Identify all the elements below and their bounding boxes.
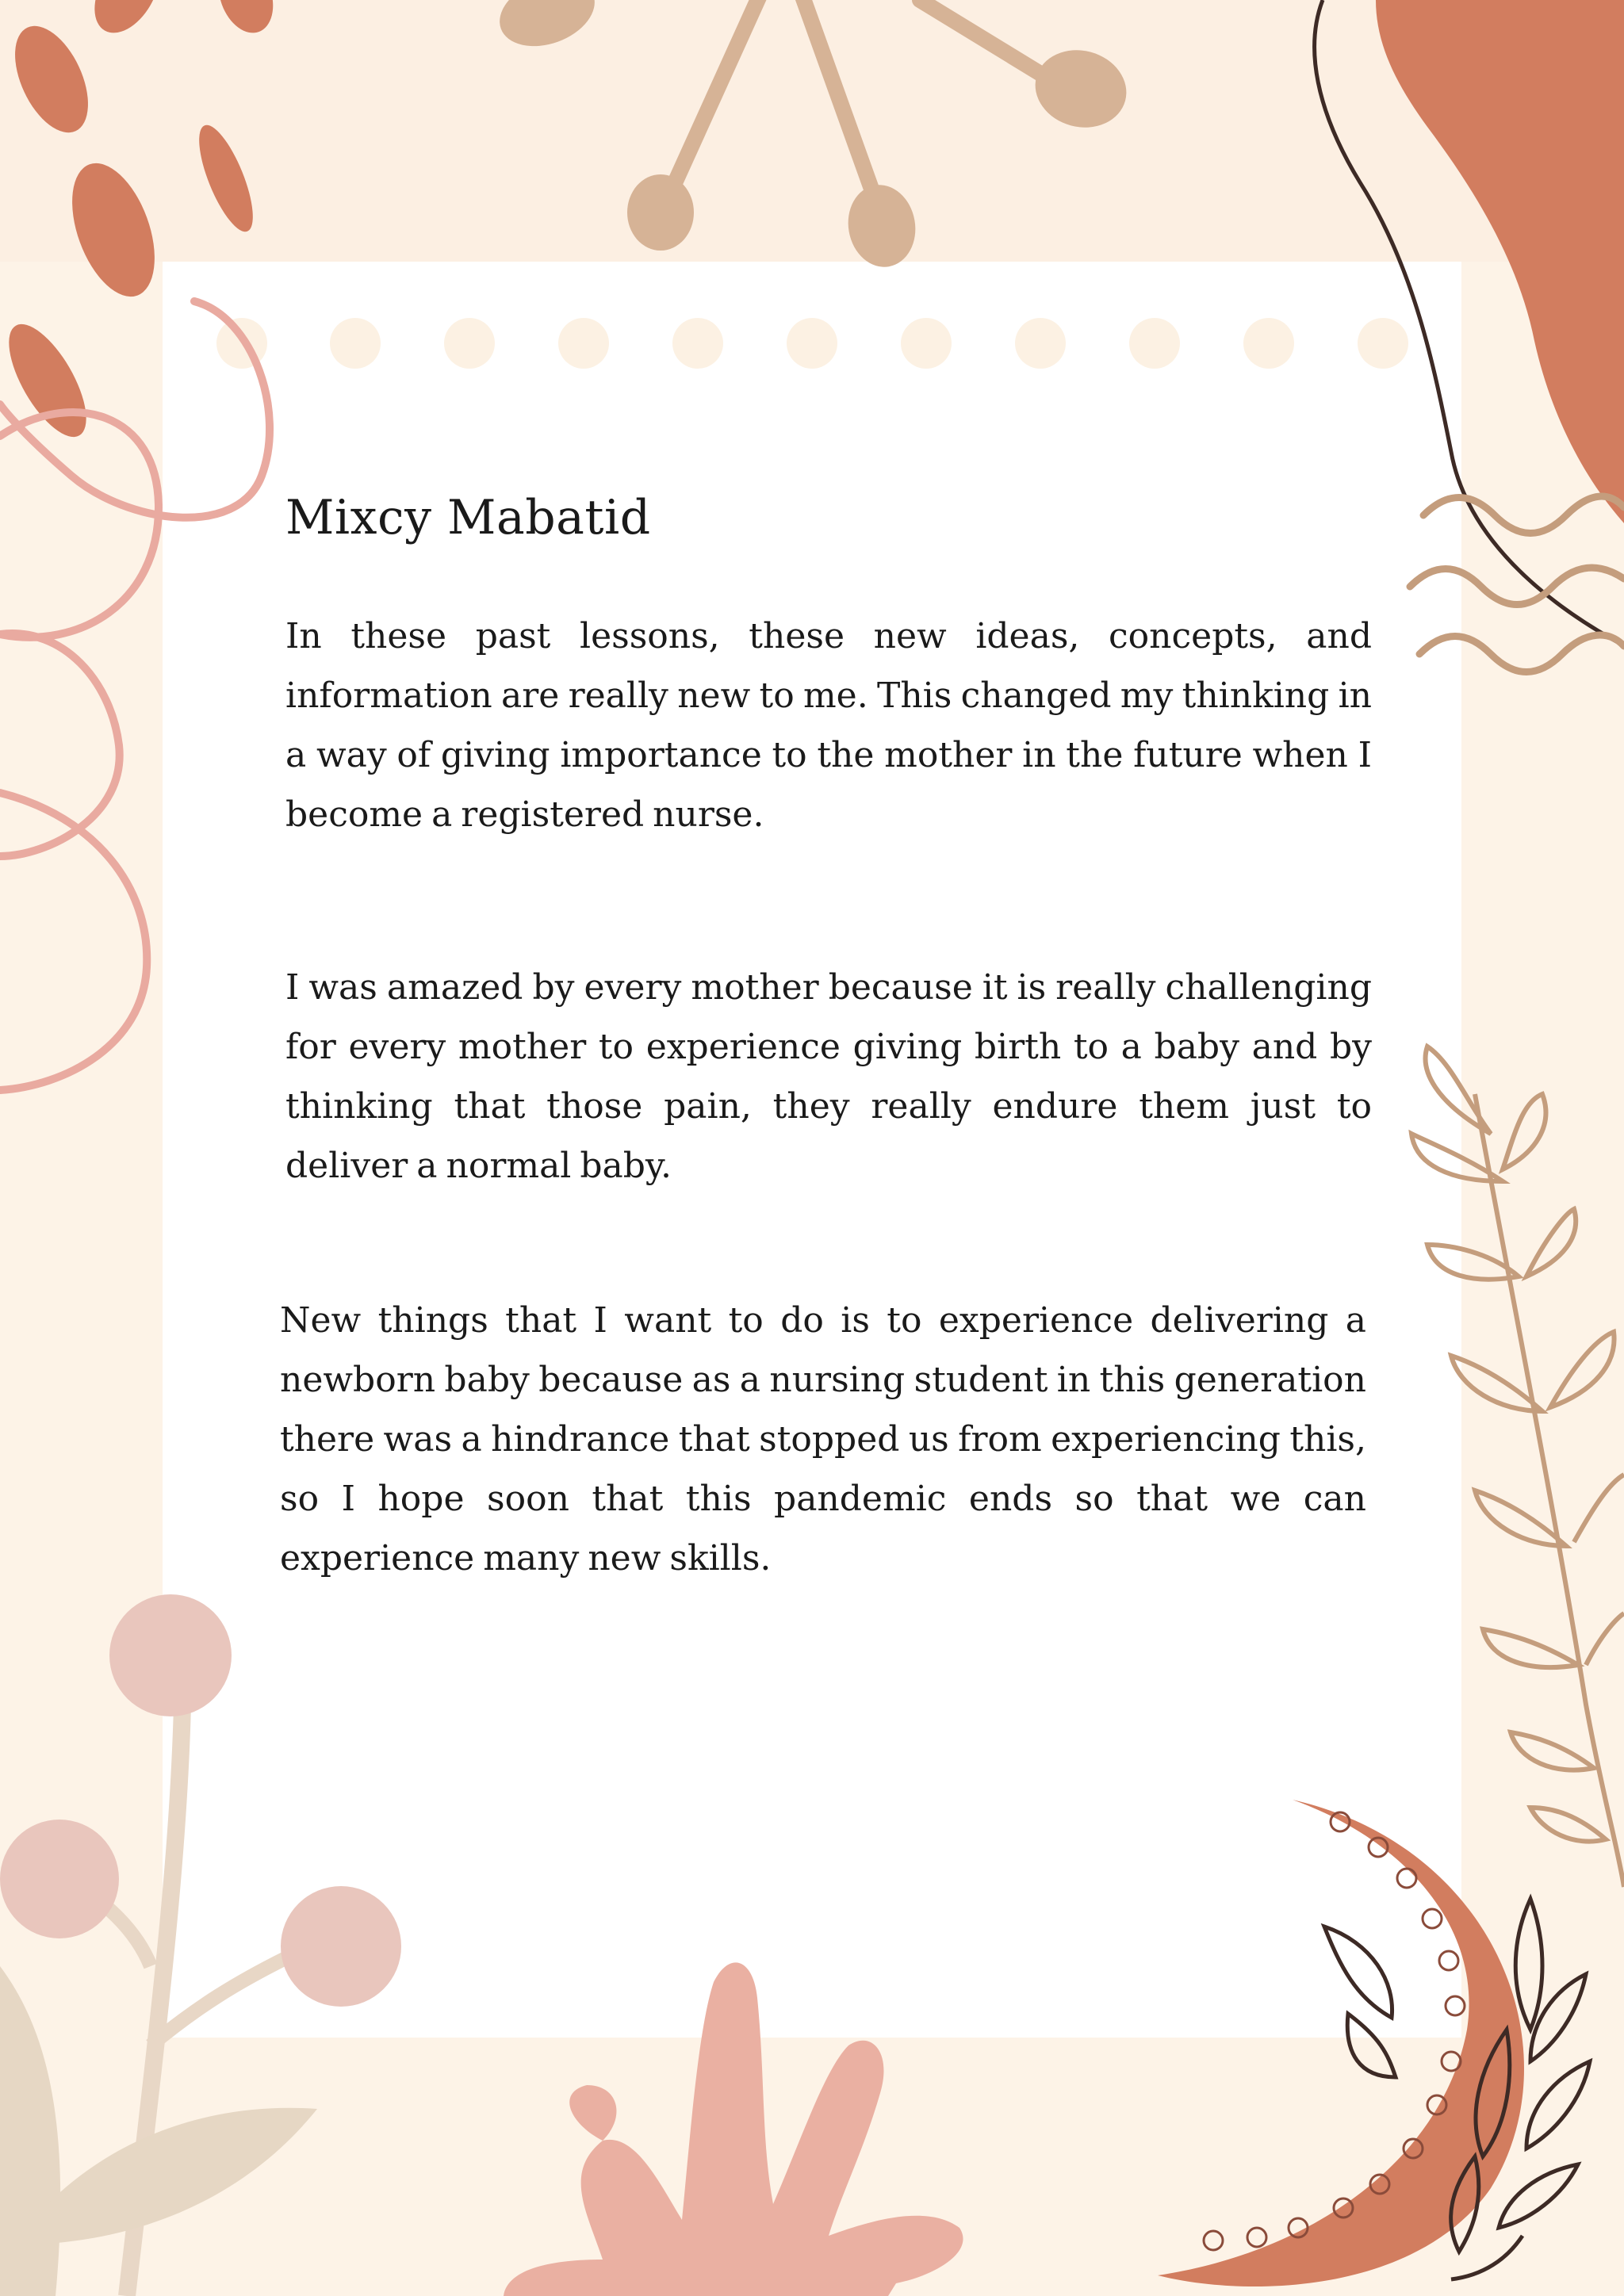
author-name: Mixcy Mabatid: [285, 490, 651, 545]
paragraph-2: I was amazed by every mother because it is really challenging for every mother to experience giving birth to a baby and by thinking that those pain, they really endure them just to deliver a normal baby.: [285, 967, 1372, 1186]
paragraph-3: New things that I want to do is to experience delivering a newborn baby because as a nursing student in this generation there was a hindrance that stopped us from experiencing this, so I hope soon that this pandemic ends so that we can experience many new skills.: [280, 1300, 1366, 1578]
paragraph-1: In these past lessons, these new ideas, concepts, and information are really new to me. This changed my thinking in a way of giving importance to the mother in the future when I become a registered nurse.: [285, 616, 1372, 835]
